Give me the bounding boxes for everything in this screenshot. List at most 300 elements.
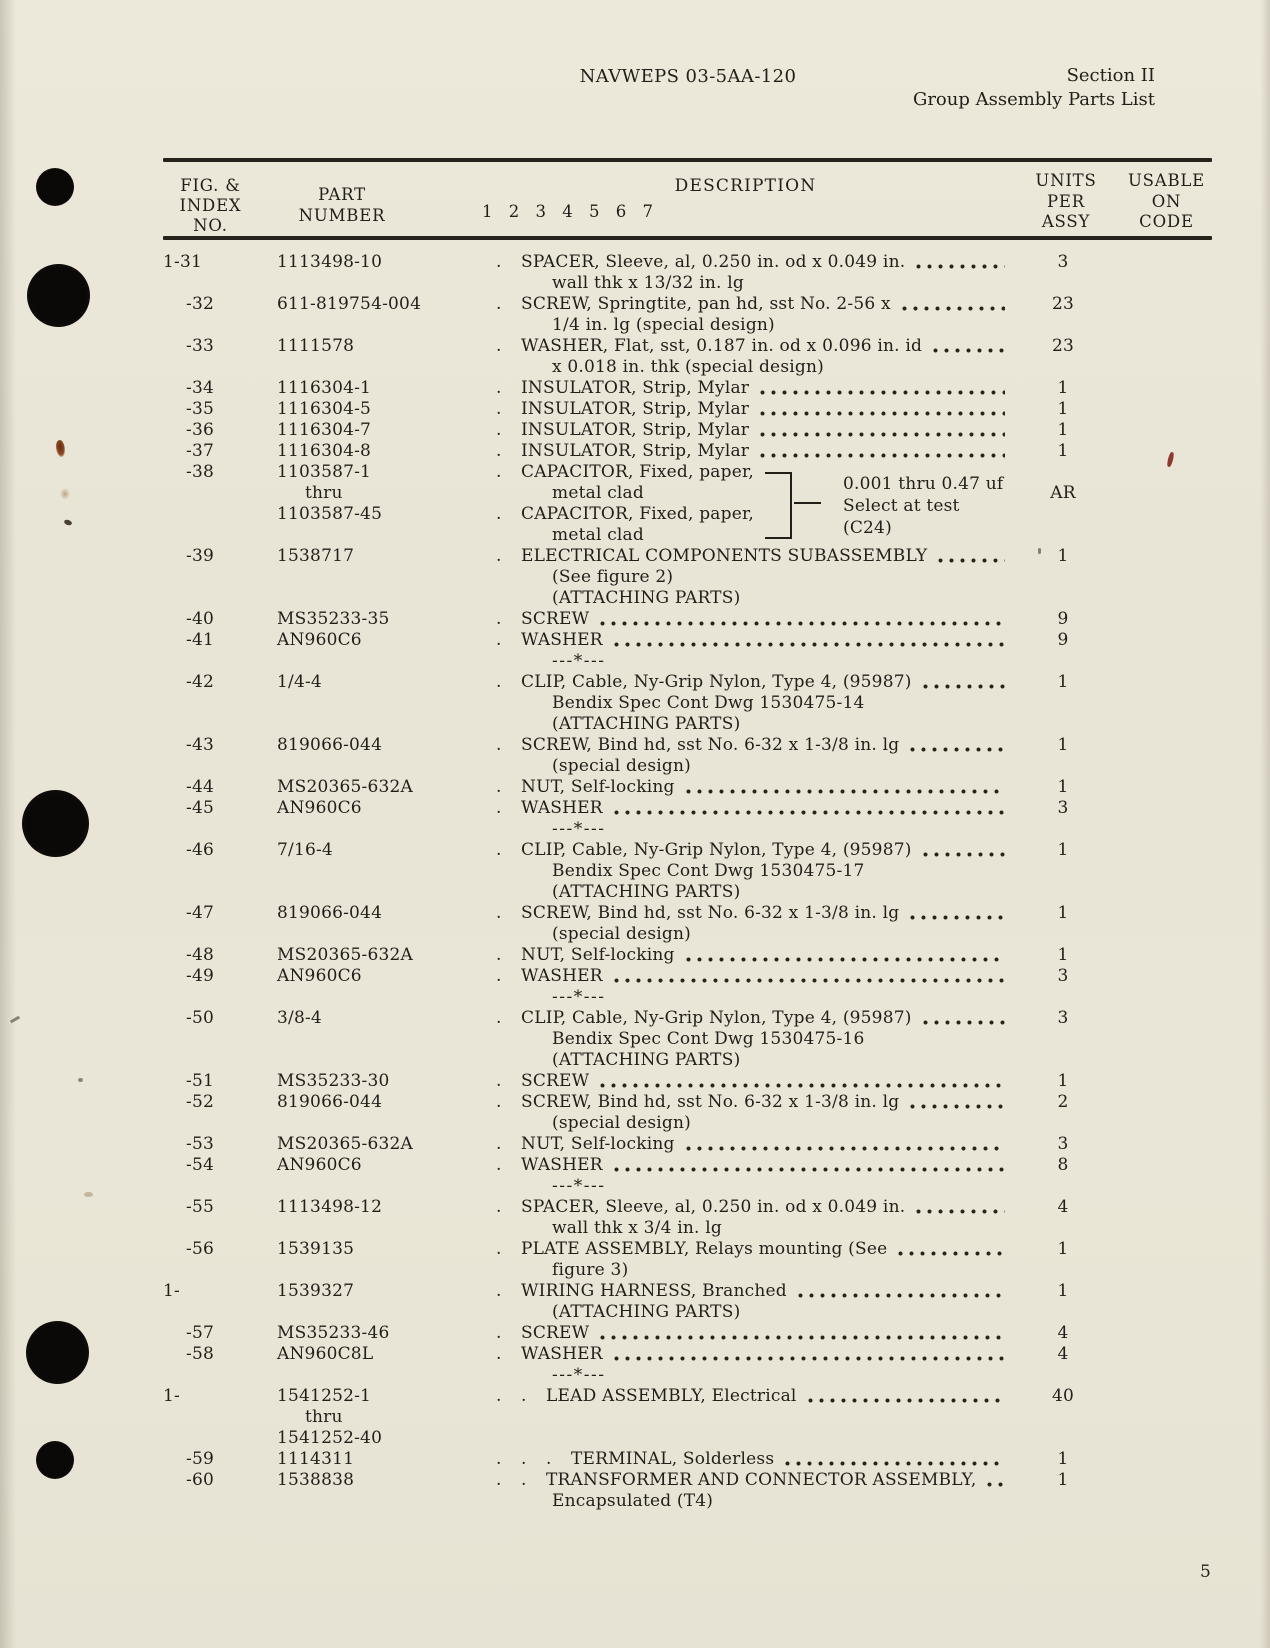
description-line: [478, 756, 1013, 777]
usable-on-code-cell: [1113, 609, 1212, 630]
indent-dot: .: [496, 1344, 502, 1364]
part-number: 1113498-12: [277, 1197, 383, 1217]
units-value: 4: [1057, 1197, 1069, 1217]
description-line: [478, 1386, 1013, 1407]
column-header-description: DESCRIPTION: [674, 176, 817, 196]
usable-on-code-cell: [1113, 1470, 1212, 1491]
dot-leader: [923, 852, 1005, 857]
description-line: [478, 336, 1013, 357]
fig-index-cell: [163, 609, 277, 630]
units-value: 4: [1057, 1323, 1069, 1343]
units-cell: [1013, 294, 1113, 315]
fig-index-number: -38: [186, 462, 214, 482]
description-line: [478, 693, 1013, 714]
part-number: thru: [305, 1407, 343, 1427]
part-number-cell: [277, 378, 478, 399]
description-cell: [478, 420, 1013, 441]
units-cell: [1013, 840, 1113, 861]
description-line: [478, 1092, 1013, 1113]
table-row: [163, 1323, 1212, 1344]
section-subtitle: Group Assembly Parts List: [912, 89, 1155, 110]
part-number: MS35233-35: [277, 609, 390, 629]
description-text: SCREW, Springtite, pan hd, sst No. 2-56 x: [521, 294, 891, 314]
units-value: 1: [1057, 1449, 1069, 1469]
usable-on-code-cell: [1113, 378, 1212, 399]
indent-dot: .: [496, 378, 502, 398]
part-number: 1/4-4: [277, 672, 322, 692]
description-text: WIRING HARNESS, Branched: [521, 1281, 787, 1301]
usable-on-code-cell: [1113, 1071, 1212, 1092]
indent-dot: .: [496, 1323, 502, 1343]
binder-hole: [26, 1321, 89, 1384]
description-cell: [478, 966, 1013, 1008]
units-value: 1: [1057, 378, 1069, 398]
description-line: [478, 714, 1013, 735]
description-cell: [478, 798, 1013, 840]
units-cell: [1013, 378, 1113, 399]
description-text: wall thk x 13/32 in. lg: [552, 273, 744, 293]
units-cell: [1013, 1197, 1113, 1218]
part-number: AN960C8L: [277, 1344, 374, 1364]
column-header-units-per-assy: [1013, 171, 1119, 233]
description-line: [478, 1134, 1013, 1155]
description-line: [478, 378, 1013, 399]
description-text: SPACER, Sleeve, al, 0.250 in. od x 0.049 in.: [521, 1197, 906, 1217]
dot-leader: [923, 1020, 1005, 1025]
units-cell: [1013, 462, 1113, 504]
description-text: WASHER, Flat, sst, 0.187 in. od x 0.096 in. id: [521, 336, 923, 356]
description-cell: [478, 672, 1013, 735]
dot-leader: [933, 348, 1005, 353]
description-text: TRANSFORMER AND CONNECTOR ASSEMBLY,: [546, 1470, 977, 1490]
description-line: [478, 1365, 1013, 1386]
description-line: [478, 588, 1013, 609]
description-line: [478, 819, 1013, 840]
description-cell: [478, 840, 1013, 903]
description-cell: [478, 399, 1013, 420]
description-cell: [478, 546, 1013, 609]
table-row: [163, 546, 1212, 609]
description-text: WASHER: [521, 630, 603, 650]
part-number: AN960C6: [277, 798, 362, 818]
header-line: PART: [318, 185, 366, 204]
binder-hole: [36, 1441, 74, 1479]
part-number-cell: [277, 966, 478, 987]
description-cell: [478, 441, 1013, 462]
table-row: [163, 672, 1212, 735]
description-cell: [478, 1449, 1013, 1470]
description-line: [478, 1260, 1013, 1281]
description-line: [478, 567, 1013, 588]
description-text: Bendix Spec Cont Dwg 1530475-14: [552, 693, 865, 713]
table-row: [163, 252, 1212, 294]
fig-index-number: 1-31: [163, 252, 202, 272]
description-text: LEAD ASSEMBLY, Electrical: [546, 1386, 797, 1406]
part-number-cell: [277, 1197, 478, 1218]
part-number-cell: [277, 609, 478, 630]
part-number: 1541252-1: [277, 1386, 372, 1406]
part-number: 819066-044: [277, 1092, 383, 1112]
part-number-cell: [277, 1155, 478, 1176]
usable-on-code-cell: [1113, 798, 1212, 819]
description-text: WASHER: [521, 966, 603, 986]
description-text: PLATE ASSEMBLY, Relays mounting (See: [521, 1239, 888, 1259]
dot-leader: [614, 810, 1005, 815]
part-number: 819066-044: [277, 735, 383, 755]
fig-index-cell: [163, 441, 277, 462]
part-number: 1539327: [277, 1281, 355, 1301]
units-cell: [1013, 1344, 1113, 1365]
units-cell: [1013, 630, 1113, 651]
usable-on-code-cell: [1113, 252, 1212, 273]
table-row: [163, 420, 1212, 441]
table-row: [163, 1281, 1212, 1323]
description-line: [478, 420, 1013, 441]
part-number: MS35233-46: [277, 1323, 390, 1343]
part-number-cell: [277, 1281, 478, 1302]
header-line: UNITS: [1035, 171, 1097, 190]
units-cell: [1013, 798, 1113, 819]
units-cell: [1013, 1155, 1113, 1176]
fig-index-number: -50: [186, 1008, 214, 1028]
units-cell: [1013, 777, 1113, 798]
part-number-cell: [277, 735, 478, 756]
indent-dot: .: [496, 441, 502, 461]
table-top-rule: [163, 158, 1212, 162]
fig-index-cell: [163, 1386, 277, 1407]
annotation-line: 0.001 thru 0.47 uf: [843, 474, 1004, 494]
indent-dot: .: [496, 1470, 502, 1490]
table-row: [163, 462, 1212, 546]
part-number: 1116304-8: [277, 441, 372, 461]
dot-leader: [760, 390, 1005, 395]
fig-index-number: 1-: [163, 1386, 180, 1406]
units-cell: [1013, 1239, 1113, 1260]
part-number-cell: [277, 1386, 478, 1449]
usable-on-code-cell: [1113, 840, 1212, 861]
dot-leader: [600, 1083, 1005, 1088]
part-number-cell: [277, 252, 478, 273]
description-line: [478, 1113, 1013, 1134]
indent-dot: .: [521, 1449, 527, 1469]
units-value: 8: [1057, 1155, 1069, 1175]
fig-index-number: -45: [186, 798, 214, 818]
description-text: ELECTRICAL COMPONENTS SUBASSEMBLY: [521, 546, 928, 566]
table-row: [163, 798, 1212, 840]
usable-on-code-cell: [1113, 903, 1212, 924]
description-text: ---*---: [552, 651, 606, 671]
section-title: Section II: [1066, 65, 1155, 86]
description-line: [478, 1197, 1013, 1218]
fig-index-number: -48: [186, 945, 214, 965]
description-cell: [478, 1092, 1013, 1134]
description-cell: [478, 1008, 1013, 1071]
fig-index-number: -58: [186, 1344, 214, 1364]
fig-index-number: -52: [186, 1092, 214, 1112]
part-number-cell: [277, 1071, 478, 1092]
description-cell: [478, 1239, 1013, 1281]
description-line: [478, 966, 1013, 987]
description-text: INSULATOR, Strip, Mylar: [521, 378, 750, 398]
paper-stain: [55, 439, 66, 457]
description-text: (ATTACHING PARTS): [552, 588, 741, 608]
table-row: [163, 966, 1212, 1008]
header-line: PER: [1047, 191, 1085, 211]
indent-dot: .: [496, 399, 502, 419]
description-text: SPACER, Sleeve, al, 0.250 in. od x 0.049 in.: [521, 252, 906, 272]
usable-on-code-cell: [1113, 945, 1212, 966]
description-text: ---*---: [552, 819, 606, 839]
fig-index-cell: [163, 378, 277, 399]
dot-leader: [898, 1251, 1005, 1256]
part-number-cell: [277, 462, 478, 525]
fig-index-cell: [163, 1281, 277, 1302]
description-text: (ATTACHING PARTS): [552, 714, 741, 734]
fig-index-cell: [163, 840, 277, 861]
units-cell: [1013, 546, 1113, 567]
header-line: CODE: [1139, 212, 1194, 231]
part-number: 1116304-1: [277, 378, 372, 398]
part-number: AN960C6: [277, 1155, 362, 1175]
units-cell: [1013, 1071, 1113, 1092]
header-line: ON: [1151, 191, 1182, 211]
indent-dot: .: [496, 1134, 502, 1154]
fig-index-cell: [163, 1344, 277, 1365]
indent-dot: .: [496, 945, 502, 965]
table-row: [163, 1134, 1212, 1155]
usable-on-code-cell: [1113, 399, 1212, 420]
units-cell: [1013, 966, 1113, 987]
part-number-cell: [277, 1239, 478, 1260]
part-number-cell: [277, 1470, 478, 1491]
table-row: [163, 630, 1212, 672]
description-line: [478, 294, 1013, 315]
paper-stain: [60, 488, 70, 500]
header-line: ASSY: [1041, 212, 1091, 231]
description-cell: [478, 630, 1013, 672]
indent-dot: .: [496, 252, 502, 272]
fig-index-number: -53: [186, 1134, 214, 1154]
fig-index-cell: [163, 1092, 277, 1113]
part-number-cell: [277, 294, 478, 315]
dot-leader: [910, 915, 1005, 920]
units-cell: [1013, 1386, 1113, 1407]
indent-dot: .: [496, 504, 502, 524]
description-line: [478, 924, 1013, 945]
table-row: [163, 1449, 1212, 1470]
description-line: [478, 441, 1013, 462]
description-line: [478, 1449, 1013, 1470]
dot-leader: [916, 1209, 1005, 1214]
header-line: NUMBER: [298, 206, 386, 225]
fig-index-number: -54: [186, 1155, 214, 1175]
description-cell: [478, 294, 1013, 336]
units-cell: [1013, 672, 1113, 693]
fig-index-cell: [163, 1008, 277, 1029]
units-value: 3: [1057, 1134, 1069, 1154]
units-value: 3: [1057, 1008, 1069, 1028]
description-text: CLIP, Cable, Ny-Grip Nylon, Type 4, (95987): [521, 1008, 912, 1028]
indent-dot: .: [496, 798, 502, 818]
table-row: [163, 378, 1212, 399]
fig-index-cell: [163, 336, 277, 357]
units-cell: [1013, 1092, 1113, 1113]
table-row: [163, 1239, 1212, 1281]
usable-on-code-cell: [1113, 1239, 1212, 1260]
part-number-cell: [277, 336, 478, 357]
dot-leader: [902, 306, 1005, 311]
description-text: metal clad: [552, 483, 644, 503]
dot-leader: [910, 1104, 1005, 1109]
part-number-cell: [277, 630, 478, 651]
part-number: thru: [305, 483, 343, 503]
usable-on-code-cell: [1113, 1281, 1212, 1302]
units-value: 3: [1057, 966, 1069, 986]
usable-on-code-cell: [1113, 1386, 1212, 1407]
usable-on-code-cell: [1113, 1134, 1212, 1155]
units-value: 1: [1057, 777, 1069, 797]
usable-on-code-cell: [1113, 1155, 1212, 1176]
fig-index-number: -55: [186, 1197, 214, 1217]
header-line: USABLE: [1127, 171, 1206, 190]
usable-on-code-cell: [1113, 294, 1212, 315]
part-number-cell: [277, 420, 478, 441]
dot-leader: [760, 411, 1005, 416]
indent-dot: .: [496, 1155, 502, 1175]
part-number-cell: [277, 1008, 478, 1029]
usable-on-code-cell: [1113, 1323, 1212, 1344]
indent-dot: .: [521, 1386, 527, 1406]
description-text: Encapsulated (T4): [552, 1491, 714, 1511]
description-cell: [478, 945, 1013, 966]
units-cell: [1013, 609, 1113, 630]
paper-stain: [78, 1078, 83, 1082]
description-text: 1/4 in. lg (special design): [552, 315, 775, 335]
paper-stain: [10, 1016, 20, 1024]
part-number: MS20365-632A: [277, 1134, 414, 1154]
units-cell: [1013, 336, 1113, 357]
units-cell: [1013, 399, 1113, 420]
description-line: [478, 672, 1013, 693]
indent-dot: .: [496, 903, 502, 923]
description-text: ---*---: [552, 1176, 606, 1196]
part-number: AN960C6: [277, 966, 362, 986]
indent-dot: .: [496, 735, 502, 755]
description-line: [478, 357, 1013, 378]
fig-index-cell: [163, 1470, 277, 1491]
dot-leader: [760, 432, 1005, 437]
section-header: [913, 64, 1155, 112]
usable-on-code-cell: [1113, 777, 1212, 798]
description-line: [478, 252, 1013, 273]
description-line: [478, 861, 1013, 882]
units-value: 2: [1057, 1092, 1069, 1112]
page-number: 5: [1200, 1562, 1211, 1582]
description-line: [478, 1470, 1013, 1491]
capacitor-range-bracket: [765, 472, 792, 539]
part-number-cell: [277, 840, 478, 861]
part-number: 1103587-45: [277, 504, 383, 524]
indent-dot: .: [496, 966, 502, 986]
fig-index-cell: [163, 1134, 277, 1155]
indent-dot: .: [496, 1092, 502, 1112]
description-text: SCREW: [521, 1323, 590, 1343]
description-line: [478, 1302, 1013, 1323]
table-row: [163, 945, 1212, 966]
description-text: SCREW, Bind hd, sst No. 6-32 x 1-3/8 in. lg: [521, 1092, 900, 1112]
part-number: 7/16-4: [277, 840, 333, 860]
column-header-part-number: [277, 184, 407, 226]
fig-index-number: -43: [186, 735, 214, 755]
indent-dot: .: [521, 1470, 527, 1490]
units-cell: [1013, 420, 1113, 441]
fig-index-number: -33: [186, 336, 214, 356]
table-row: [163, 441, 1212, 462]
description-cell: [478, 1281, 1013, 1323]
units-value: AR: [1050, 483, 1076, 503]
part-number: 1111578: [277, 336, 355, 356]
description-line: [478, 1218, 1013, 1239]
indent-dot: .: [496, 420, 502, 440]
description-text: CLIP, Cable, Ny-Grip Nylon, Type 4, (95987): [521, 840, 912, 860]
description-line: [478, 798, 1013, 819]
dot-leader: [600, 621, 1005, 626]
fig-index-cell: [163, 777, 277, 798]
indent-dot: .: [496, 336, 502, 356]
description-cell: [478, 1344, 1013, 1386]
fig-index-cell: [163, 903, 277, 924]
paper-stain: [84, 1192, 93, 1197]
part-number: 611-819754-004: [277, 294, 422, 314]
fig-index-number: -56: [186, 1239, 214, 1259]
table-row: [163, 294, 1212, 336]
description-text: TERMINAL, Solderless: [571, 1449, 775, 1469]
description-text: ---*---: [552, 1365, 606, 1385]
units-cell: [1013, 1281, 1113, 1302]
units-value: 40: [1051, 1386, 1075, 1406]
units-cell: [1013, 735, 1113, 756]
description-line: [478, 1176, 1013, 1197]
units-value: [1013, 462, 1113, 483]
fig-index-cell: [163, 798, 277, 819]
description-line: [478, 987, 1013, 1008]
usable-on-code-cell: [1113, 1092, 1212, 1113]
part-number-cell: [277, 672, 478, 693]
annotation-line: Select at test: [843, 496, 960, 516]
usable-on-code-cell: [1113, 1197, 1212, 1218]
units-value: 9: [1057, 609, 1069, 629]
header-line: NO.: [193, 216, 228, 235]
fig-index-cell: [163, 1197, 277, 1218]
usable-on-code-cell: [1113, 630, 1212, 651]
description-cell: [478, 462, 1013, 546]
description-cell: [478, 1155, 1013, 1197]
table-row: [163, 609, 1212, 630]
dot-leader: [923, 684, 1005, 689]
fig-index-cell: [163, 546, 277, 567]
description-line: [478, 1071, 1013, 1092]
dot-leader: [686, 789, 1005, 794]
indent-dot: .: [496, 1449, 502, 1469]
description-text: NUT, Self-locking: [521, 777, 675, 797]
description-text: SCREW: [521, 609, 590, 629]
units-value: 1: [1057, 1470, 1069, 1490]
units-cell: [1013, 1134, 1113, 1155]
dot-leader: [614, 1167, 1005, 1172]
part-number: 819066-044: [277, 903, 383, 923]
description-line: [478, 882, 1013, 903]
part-number-cell: [277, 546, 478, 567]
